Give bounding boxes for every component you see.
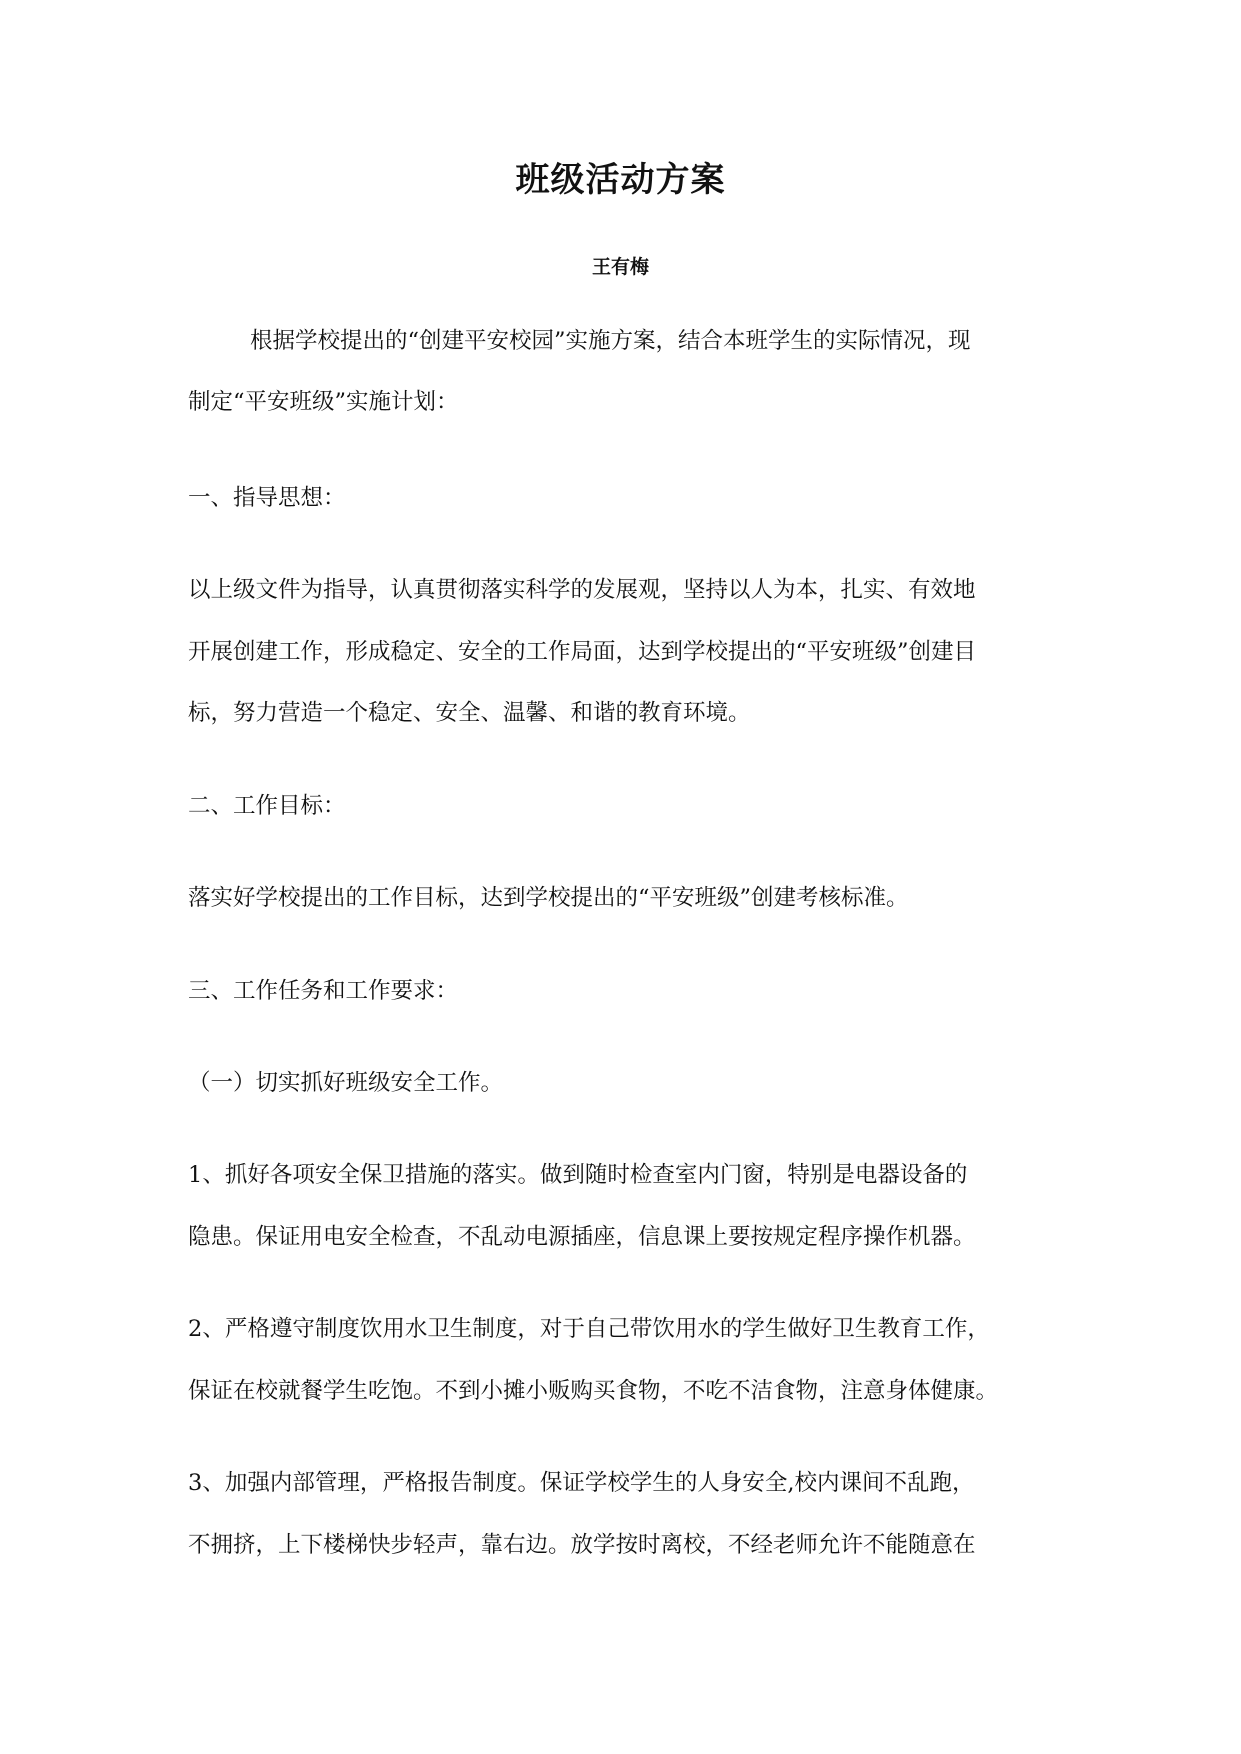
section-heading-2: 二、工作目标： <box>188 793 346 819</box>
paragraph-line: 开展创建工作，形成稳定、安全的工作局面，达到学校提出的“平安班级”创建目 <box>188 639 977 665</box>
section-heading-1: 一、指导思想： <box>188 485 346 511</box>
paragraph-line: 1、抓好各项安全保卫措施的落实。做到随时检查室内门窗，特别是电器设备的 <box>188 1162 968 1188</box>
paragraph-line: 落实好学校提出的工作目标，达到学校提出的“平安班级”创建考核标准。 <box>188 885 909 911</box>
paragraph-line: 标，努力营造一个稳定、安全、温馨、和谐的教育环境。 <box>188 700 751 726</box>
paragraph-line: 不拥挤，上下楼梯快步轻声，靠右边。放学按时离校，不经老师允许不能随意在 <box>188 1532 976 1558</box>
paragraph-line: 保证在校就餐学生吃饱。不到小摊小贩购买食物，不吃不洁食物，注意身体健康。 <box>188 1378 999 1404</box>
paragraph-line: 3、加强内部管理，严格报告制度。保证学校学生的人身安全,校内课间不乱跑， <box>188 1470 975 1496</box>
intro-line-2: 制定“平安班级”实施计划： <box>188 389 459 415</box>
paragraph-line: 2、严格遵守制度饮用水卫生制度，对于自己带饮用水的学生做好卫生教育工作， <box>188 1316 990 1342</box>
document-author: 王有梅 <box>591 256 649 278</box>
paragraph-line: 以上级文件为指导，认真贯彻落实科学的发展观，坚持以人为本，扎实、有效地 <box>188 577 976 603</box>
section-heading-3: 三、工作任务和工作要求： <box>188 978 459 1004</box>
intro-line-1: 根据学校提出的“创建平安校园”实施方案，结合本班学生的实际情况，现 <box>250 328 971 354</box>
subsection-heading: （一）切实抓好班级安全工作。 <box>188 1070 504 1096</box>
paragraph-line: 隐患。保证用电安全检查，不乱动电源插座，信息课上要按规定程序操作机器。 <box>188 1224 976 1250</box>
document-title: 班级活动方案 <box>515 160 726 200</box>
